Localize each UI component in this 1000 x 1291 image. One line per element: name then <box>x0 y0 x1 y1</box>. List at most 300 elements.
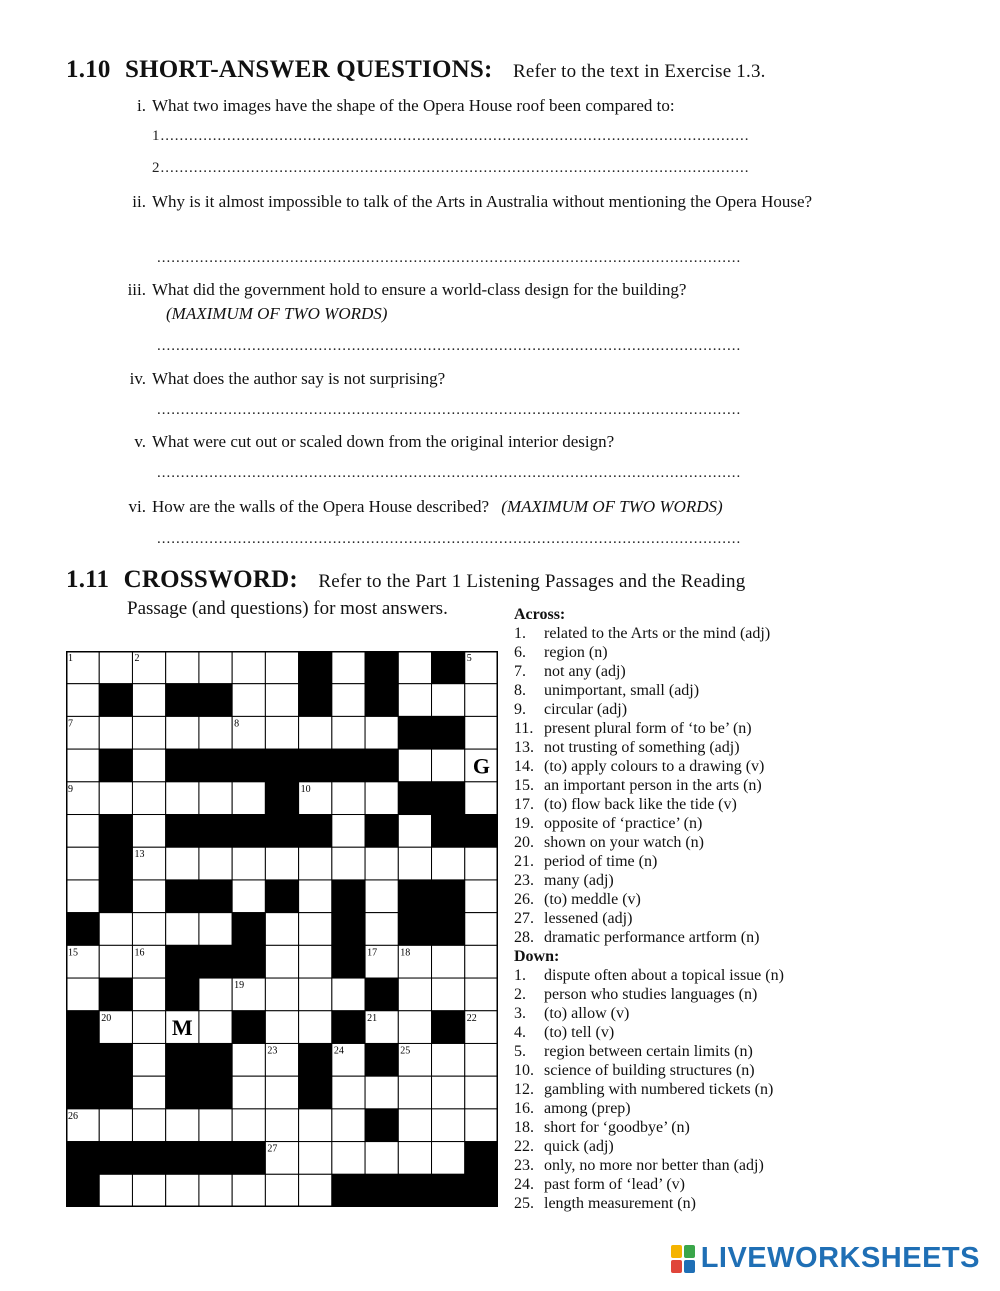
answer-line-i-1[interactable]: 1............................................................................................................................ <box>152 128 750 144</box>
crossword-cell[interactable] <box>66 880 99 913</box>
crossword-cell[interactable] <box>265 1076 298 1109</box>
across-clue <box>514 776 854 795</box>
question-text: What were cut out or scaled down from the original interior design? <box>152 432 615 451</box>
crossword-cell[interactable] <box>398 978 431 1011</box>
crossword-cell[interactable] <box>99 1109 132 1142</box>
crossword-cell[interactable] <box>365 847 398 880</box>
crossword-cell[interactable] <box>299 945 332 978</box>
crossword-cell[interactable] <box>365 913 398 946</box>
crossword-block <box>432 815 465 848</box>
clue-text: short for ‘goodbye’ (n) <box>544 1119 690 1136</box>
clue-number: 7. <box>514 663 526 680</box>
crossword-cell[interactable] <box>99 913 132 946</box>
clue-number: 14. <box>514 758 534 775</box>
crossword-cell[interactable] <box>332 847 365 880</box>
clue-number: 12. <box>514 1081 534 1098</box>
answer-line-iv[interactable]: ........................................................................................................................... <box>157 402 742 418</box>
down-clue <box>514 1061 854 1080</box>
crossword-block <box>398 716 431 749</box>
crossword-cell[interactable] <box>398 847 431 880</box>
clue-text: present plural form of ‘to be’ (n) <box>544 720 752 737</box>
crossword-cell[interactable] <box>398 815 431 848</box>
crossword-cell[interactable] <box>99 1174 132 1207</box>
cell-number: 11 <box>400 783 410 795</box>
crossword-cell[interactable] <box>166 1109 199 1142</box>
crossword-cell[interactable] <box>265 1011 298 1044</box>
crossword-cell[interactable] <box>465 1043 498 1076</box>
crossword-block <box>432 1011 465 1044</box>
clue-number: 28. <box>514 929 534 946</box>
question-text: What did the government hold to ensure a world-class design for the building? <box>152 280 687 299</box>
crossword-cell[interactable] <box>66 978 99 1011</box>
clue-text: among (prep) <box>544 1100 631 1117</box>
clue-text: unimportant, small (adj) <box>544 682 700 699</box>
cell-number: 21 <box>367 1012 378 1024</box>
crossword-block <box>432 913 465 946</box>
crossword-block <box>99 880 132 913</box>
crossword-cell[interactable] <box>432 1109 465 1142</box>
clue-text: only, no more nor better than (adj) <box>544 1157 764 1174</box>
crossword-cell[interactable] <box>365 880 398 913</box>
crossword-cell[interactable] <box>465 847 498 880</box>
crossword-cell[interactable] <box>166 913 199 946</box>
crossword-block <box>99 749 132 782</box>
clue-text: dramatic performance artform (n) <box>544 929 760 946</box>
down-clue <box>514 1118 854 1137</box>
clue-number: 11. <box>514 720 534 737</box>
clue-text: (to) flow back like the tide (v) <box>544 796 737 813</box>
crossword-cell[interactable] <box>398 651 431 684</box>
crossword-cell[interactable] <box>132 749 165 782</box>
clue-text: (to) apply colours to a drawing (v) <box>544 758 765 775</box>
section-111-title: CROSSWORD: <box>123 566 298 593</box>
down-clue-list <box>514 966 854 1213</box>
down-clue <box>514 966 854 985</box>
section-110-heading <box>66 56 766 84</box>
crossword-block <box>232 749 265 782</box>
crossword-block <box>232 945 265 978</box>
crossword-cell[interactable] <box>465 684 498 717</box>
across-clue <box>514 643 854 662</box>
cell-number: 26 <box>68 1110 78 1122</box>
crossword-cell[interactable] <box>332 815 365 848</box>
crossword-block <box>99 684 132 717</box>
crossword-cell[interactable] <box>166 651 199 684</box>
cell-number: 25 <box>400 1045 411 1057</box>
crossword-block <box>398 1174 431 1207</box>
crossword-cell[interactable] <box>232 651 265 684</box>
clue-number: 8. <box>514 682 526 699</box>
crossword-cell[interactable] <box>66 684 99 717</box>
crossword-block <box>365 1109 398 1142</box>
logo-square <box>671 1245 682 1258</box>
crossword-cell[interactable] <box>365 782 398 815</box>
clue-number: 3. <box>514 1005 526 1022</box>
crossword-block <box>199 1076 232 1109</box>
crossword-cell[interactable] <box>132 1043 165 1076</box>
crossword-cell[interactable] <box>299 1142 332 1175</box>
clue-text: an important person in the arts (n) <box>544 777 762 794</box>
crossword-cell[interactable] <box>199 782 232 815</box>
liveworksheets-brand <box>671 1242 980 1275</box>
crossword-cell[interactable] <box>199 716 232 749</box>
crossword-cell[interactable] <box>365 1076 398 1109</box>
clue-number: 6. <box>514 644 526 661</box>
crossword-cell[interactable] <box>432 945 465 978</box>
crossword-svg <box>66 651 498 1207</box>
crossword-block <box>265 749 298 782</box>
clue-number: 20. <box>514 834 534 851</box>
across-clue <box>514 890 854 909</box>
question-i <box>112 94 812 118</box>
clue-number: 1. <box>514 625 526 642</box>
crossword-block <box>66 1076 99 1109</box>
down-clue <box>514 1023 854 1042</box>
logo-square <box>684 1260 695 1273</box>
crossword-cell[interactable] <box>199 913 232 946</box>
cell-number: 28 <box>68 1176 78 1188</box>
crossword-cell[interactable] <box>299 1011 332 1044</box>
across-clue <box>514 719 854 738</box>
crossword-cell[interactable] <box>465 1076 498 1109</box>
crossword-block <box>199 880 232 913</box>
answer-line-i-2[interactable]: 2............................................................................................................................ <box>152 160 750 176</box>
cell-number: 7 <box>68 718 73 730</box>
crossword-cell[interactable] <box>132 978 165 1011</box>
down-clue <box>514 1194 854 1213</box>
crossword-cell[interactable] <box>232 1043 265 1076</box>
cell-number: 8 <box>234 718 240 730</box>
clue-text: dispute often about a topical issue (n) <box>544 967 784 984</box>
crossword-cell[interactable] <box>265 847 298 880</box>
crossword-block <box>432 716 465 749</box>
crossword-cell[interactable] <box>166 1174 199 1207</box>
cell-number: 15 <box>68 947 78 959</box>
crossword-cell[interactable] <box>432 1142 465 1175</box>
clue-text: related to the Arts or the mind (adj) <box>544 625 771 642</box>
crossword-cell[interactable] <box>332 651 365 684</box>
across-clue <box>514 928 854 947</box>
crossword-cell[interactable] <box>99 782 132 815</box>
crossword-block <box>299 1076 332 1109</box>
section-110-title: SHORT-ANSWER QUESTIONS: <box>125 56 493 83</box>
crossword-cell[interactable] <box>465 913 498 946</box>
crossword-cell[interactable] <box>166 847 199 880</box>
clue-number: 1. <box>514 967 526 984</box>
crossword-block <box>166 749 199 782</box>
crossword-cell[interactable] <box>332 716 365 749</box>
clues-panel <box>514 606 854 1213</box>
clue-text: region between certain limits (n) <box>544 1043 753 1060</box>
crossword-block <box>465 1142 498 1175</box>
crossword-grid <box>66 651 498 1207</box>
question-text: What does the author say is not surprising? <box>152 369 446 388</box>
crossword-cell[interactable] <box>99 945 132 978</box>
crossword-cell[interactable] <box>199 847 232 880</box>
crossword-cell[interactable] <box>299 880 332 913</box>
crossword-cell[interactable] <box>232 880 265 913</box>
down-clue <box>514 1137 854 1156</box>
clue-number: 9. <box>514 701 526 718</box>
answer-line-vi[interactable]: ........................................................................................................................... <box>157 531 742 547</box>
crossword-cell[interactable] <box>299 1109 332 1142</box>
crossword-cell[interactable] <box>66 815 99 848</box>
crossword-cell[interactable] <box>432 1076 465 1109</box>
cell-number: 14 <box>234 914 245 926</box>
crossword-cell[interactable] <box>99 651 132 684</box>
crossword-cell[interactable] <box>265 684 298 717</box>
crossword-cell[interactable] <box>465 782 498 815</box>
crossword-block <box>465 815 498 848</box>
answer-line-ii[interactable]: ........................................................................................................................... <box>157 250 742 266</box>
down-clue <box>514 1004 854 1023</box>
across-clue <box>514 624 854 643</box>
crossword-cell[interactable] <box>199 651 232 684</box>
clue-text: (to) tell (v) <box>544 1024 615 1041</box>
question-number: i. <box>137 96 146 115</box>
clue-number: 21. <box>514 853 534 870</box>
crossword-cell[interactable] <box>132 684 165 717</box>
cell-number: 13 <box>134 849 145 861</box>
crossword-cell[interactable] <box>265 913 298 946</box>
crossword-block <box>99 1043 132 1076</box>
crossword-cell[interactable] <box>265 978 298 1011</box>
crossword-block <box>66 1011 99 1044</box>
crossword-block <box>432 880 465 913</box>
crossword-cell[interactable] <box>398 1011 431 1044</box>
crossword-cell[interactable] <box>465 945 498 978</box>
crossword-cell[interactable] <box>132 815 165 848</box>
cell-number: 10 <box>300 783 311 795</box>
crossword-block <box>99 1142 132 1175</box>
crossword-cell[interactable] <box>132 1076 165 1109</box>
crossword-cell[interactable] <box>332 978 365 1011</box>
crossword-block <box>199 1142 232 1175</box>
crossword-block <box>365 749 398 782</box>
crossword-cell[interactable] <box>232 847 265 880</box>
crossword-cell[interactable] <box>299 716 332 749</box>
question-vi <box>112 495 832 519</box>
crossword-cell[interactable] <box>398 684 431 717</box>
crossword-cell[interactable] <box>132 880 165 913</box>
crossword-cell[interactable] <box>299 913 332 946</box>
crossword-cell[interactable] <box>166 716 199 749</box>
liveworksheets-wordmark: LIVEWORKSHEETS <box>700 1242 980 1274</box>
crossword-cell[interactable] <box>166 782 199 815</box>
down-clue <box>514 1156 854 1175</box>
clue-text: past form of ‘lead’ (v) <box>544 1176 685 1193</box>
cell-number: 12 <box>367 816 378 828</box>
cell-number: 16 <box>134 947 145 959</box>
crossword-block <box>432 782 465 815</box>
crossword-block <box>166 1076 199 1109</box>
crossword-cell[interactable] <box>199 978 232 1011</box>
crossword-cell[interactable] <box>432 847 465 880</box>
clue-number: 17. <box>514 796 534 813</box>
crossword-cell[interactable] <box>265 1109 298 1142</box>
crossword-cell[interactable] <box>465 716 498 749</box>
answer-line-iii[interactable]: ........................................................................................................................... <box>157 338 742 354</box>
cell-number: 22 <box>466 1012 477 1024</box>
sub-item-number: 1. <box>152 128 166 144</box>
crossword-block <box>332 1174 365 1207</box>
crossword-block <box>398 913 431 946</box>
across-clue <box>514 738 854 757</box>
crossword-cell[interactable] <box>66 847 99 880</box>
cell-number: 24 <box>333 1045 344 1057</box>
crossword-cell[interactable] <box>465 978 498 1011</box>
crossword-cell[interactable] <box>398 1109 431 1142</box>
question-text: How are the walls of the Opera House described? <box>152 497 490 516</box>
crossword-block <box>299 749 332 782</box>
crossword-cell[interactable] <box>365 1142 398 1175</box>
crossword-cell[interactable] <box>132 716 165 749</box>
question-vi-note: (MAXIMUM OF TWO WORDS) <box>501 497 723 516</box>
question-iii <box>112 278 822 302</box>
crossword-cell[interactable] <box>299 847 332 880</box>
clue-number: 15. <box>514 777 534 794</box>
question-number: iii. <box>127 280 146 299</box>
clue-text: (to) allow (v) <box>544 1005 630 1022</box>
clue-text: shown on your watch (n) <box>544 834 704 851</box>
crossword-block <box>166 815 199 848</box>
across-clue <box>514 795 854 814</box>
crossword-cell[interactable] <box>465 1109 498 1142</box>
crossword-block <box>199 1043 232 1076</box>
cell-number: 20 <box>101 1012 112 1024</box>
section-110-subtitle: Refer to the text in Exercise 1.3. <box>512 61 766 82</box>
clue-number: 18. <box>514 1119 534 1136</box>
crossword-cell[interactable] <box>365 716 398 749</box>
liveworksheets-logo-icon <box>671 1245 695 1273</box>
crossword-block <box>166 945 199 978</box>
crossword-block <box>199 945 232 978</box>
down-clue <box>514 1042 854 1061</box>
crossword-block <box>199 815 232 848</box>
crossword-block <box>265 880 298 913</box>
section-110-number: 1.10 <box>66 56 111 83</box>
clue-number: 23. <box>514 1157 534 1174</box>
crossword-cell[interactable] <box>432 684 465 717</box>
crossword-block <box>365 1043 398 1076</box>
across-clue <box>514 871 854 890</box>
crossword-cell[interactable] <box>199 1109 232 1142</box>
clue-number: 26. <box>514 891 534 908</box>
clue-number: 22. <box>514 1138 534 1155</box>
cell-number: 23 <box>267 1045 278 1057</box>
down-clue <box>514 1080 854 1099</box>
crossword-cell[interactable] <box>199 1011 232 1044</box>
crossword-cell[interactable] <box>132 1011 165 1044</box>
crossword-cell[interactable] <box>332 1076 365 1109</box>
crossword-cell[interactable] <box>332 684 365 717</box>
cell-number: 6 <box>367 685 373 697</box>
crossword-cell[interactable] <box>299 1174 332 1207</box>
crossword-block <box>166 1142 199 1175</box>
clue-text: (to) meddle (v) <box>544 891 641 908</box>
across-clue <box>514 681 854 700</box>
crossword-cell[interactable] <box>232 782 265 815</box>
clue-number: 2. <box>514 986 526 1003</box>
clue-text: period of time (n) <box>544 853 658 870</box>
across-heading: Across: <box>514 606 566 623</box>
crossword-cell[interactable] <box>398 749 431 782</box>
crossword-cell[interactable] <box>66 749 99 782</box>
crossword-cell[interactable] <box>199 1174 232 1207</box>
crossword-block <box>265 782 298 815</box>
crossword-block <box>398 880 431 913</box>
cell-number: 17 <box>367 947 378 959</box>
crossword-cell[interactable] <box>398 1142 431 1175</box>
clue-text: science of building structures (n) <box>544 1062 755 1079</box>
crossword-cell[interactable] <box>265 1174 298 1207</box>
section-111-subtitle-2: Passage (and questions) for most answers. <box>127 598 448 619</box>
cell-number: 3 <box>300 653 306 664</box>
crossword-cell[interactable] <box>132 1109 165 1142</box>
crossword-cell[interactable] <box>432 1043 465 1076</box>
crossword-cell[interactable] <box>232 1174 265 1207</box>
cell-number: 27 <box>267 1143 278 1155</box>
crossword-block <box>166 880 199 913</box>
crossword-block <box>99 847 132 880</box>
crossword-cell[interactable] <box>99 716 132 749</box>
crossword-block <box>465 1174 498 1207</box>
crossword-block <box>199 684 232 717</box>
crossword-block <box>99 815 132 848</box>
crossword-cell[interactable] <box>265 716 298 749</box>
across-clue <box>514 700 854 719</box>
crossword-block <box>365 1174 398 1207</box>
crossword-block <box>99 1076 132 1109</box>
crossword-cell[interactable] <box>332 1142 365 1175</box>
down-clue <box>514 1175 854 1194</box>
crossword-cell[interactable] <box>332 1109 365 1142</box>
crossword-cell[interactable] <box>465 880 498 913</box>
crossword-cell[interactable] <box>299 978 332 1011</box>
crossword-cell[interactable] <box>432 749 465 782</box>
question-number: iv. <box>129 369 146 388</box>
logo-square <box>684 1245 695 1258</box>
clue-number: 10. <box>514 1062 534 1079</box>
clue-number: 23. <box>514 872 534 889</box>
answer-line-v[interactable]: ........................................................................................................................... <box>157 465 742 481</box>
crossword-block <box>166 684 199 717</box>
clue-text: person who studies languages (n) <box>544 986 758 1003</box>
question-iv <box>112 367 812 391</box>
across-clue <box>514 852 854 871</box>
crossword-cell[interactable] <box>232 684 265 717</box>
clue-text: opposite of ‘practice’ (n) <box>544 815 703 832</box>
crossword-block <box>132 1142 165 1175</box>
clue-number: 19. <box>514 815 534 832</box>
clue-text: circular (adj) <box>544 701 628 718</box>
crossword-cell[interactable] <box>265 945 298 978</box>
clue-number: 13. <box>514 739 534 756</box>
crossword-cell[interactable] <box>332 782 365 815</box>
across-clue <box>514 909 854 928</box>
crossword-block <box>232 815 265 848</box>
crossword-cell[interactable] <box>132 913 165 946</box>
crossword-cell[interactable] <box>265 651 298 684</box>
crossword-cell[interactable] <box>232 1076 265 1109</box>
crossword-cell[interactable] <box>232 1109 265 1142</box>
crossword-cell[interactable] <box>398 1076 431 1109</box>
crossword-cell[interactable] <box>132 782 165 815</box>
crossword-cell[interactable] <box>432 978 465 1011</box>
crossword-block <box>299 684 332 717</box>
crossword-block <box>265 815 298 848</box>
crossword-cell[interactable] <box>132 1174 165 1207</box>
